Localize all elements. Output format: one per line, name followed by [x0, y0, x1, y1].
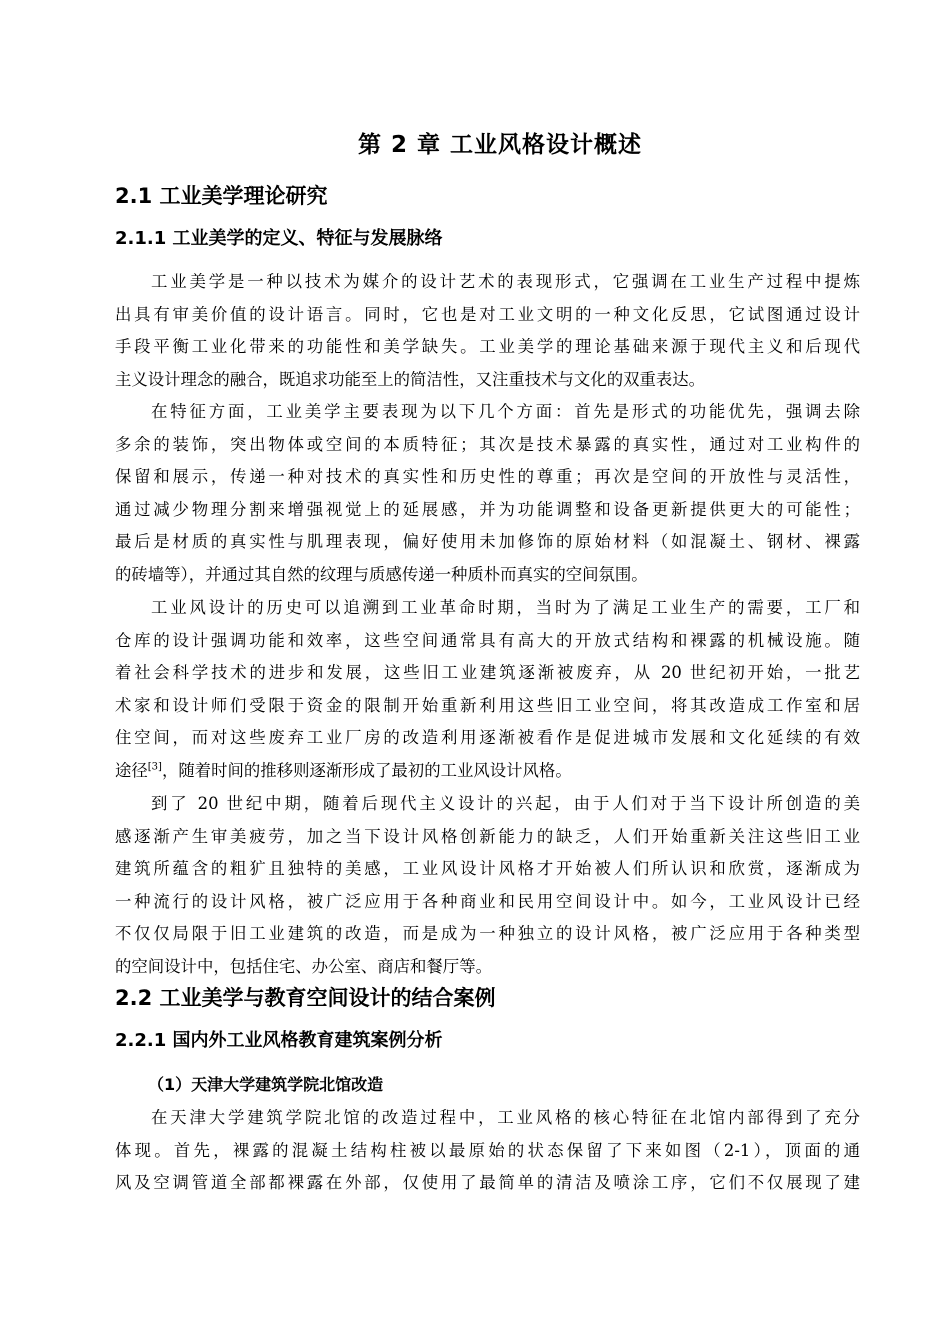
text-line: 主义设计理念的融合，既追求功能至上的简洁性，又注重技术与文化的双重表达。	[115, 369, 706, 389]
text-line: 的砖墙等），并通过其自然的纹理与质感传递一种质朴而真实的空间氛围。	[115, 564, 648, 584]
chapter-title: 第 2 章 工业风格设计概述	[357, 132, 643, 158]
text-line: 仓库的设计强调功能和效率，这些空间通常具有高大的开放式结构和裸露的机械设施。随	[115, 630, 860, 650]
text-line: 住空间，而对这些废弃工业厂房的改造利用逐渐被看作是促进城市发展和文化延续的有效	[115, 728, 860, 748]
case-heading-tianjin: （1）天津大学建筑学院北馆改造	[148, 1075, 384, 1094]
text-line: 感逐渐产生审美疲劳，加之当下设计风格创新能力的缺乏，人们开始重新关注这些旧工业	[115, 826, 860, 846]
text-line: 着社会科学技术的进步和发展，这些旧工业建筑逐渐被废弃，从 20 世纪初开始，一批艺	[115, 663, 860, 683]
paragraph-mid-century	[115, 788, 860, 984]
text-line: 体现。首先，裸露的混凝土结构柱被以最原始的状态保留了下来如图（2-1），顶面的通	[115, 1140, 860, 1160]
section-heading-2-2: 2.2 工业美学与教育空间设计的结合案例	[115, 986, 496, 1010]
subsection-heading-2-1-1: 2.1.1 工业美学的定义、特征与发展脉络	[115, 228, 443, 249]
text-line: 出具有审美价值的设计语言。同时，它也是对工业文明的一种文化反思，它试图通过设计	[115, 304, 860, 324]
text-fragment: ，随着时间的推移则逐渐形成了最初的工业风设计风格。	[161, 760, 572, 780]
text-line: 在天津大学建筑学院北馆的改造过程中，工业风格的核心特征在北馆内部得到了充分	[151, 1108, 860, 1127]
paragraph-history	[115, 592, 860, 788]
text-line: 通过减少物理分割来增强视觉上的延展感，并为功能调整和设备更新提供更大的可能性；	[115, 499, 860, 519]
text-line: 工业风设计的历史可以追溯到工业革命时期，当时为了满足工业生产的需要，工厂和	[151, 598, 860, 617]
text-fragment: 途径	[115, 760, 148, 780]
text-line: 在特征方面，工业美学主要表现为以下几个方面：首先是形式的功能优先，强调去除	[151, 402, 860, 421]
text-line: 的空间设计中，包括住宅、办公室、商店和餐厅等。	[115, 956, 492, 976]
paragraph-tianjin-case	[115, 1102, 860, 1200]
citation-reference[interactable]: [3]	[147, 761, 162, 773]
text-line: 到了 20 世纪中期，随着后现代主义设计的兴起，由于人们对于当下设计所创造的美	[151, 794, 860, 813]
text-line: 不仅仅局限于旧工业建筑的改造，而是成为一种独立的设计风格，被广泛应用于各种类型	[115, 924, 860, 944]
text-line: 保留和展示，传递一种对技术的真实性和历史性的尊重；再次是空间的开放性与灵活性，	[115, 467, 860, 487]
text-line: 术家和设计师们受限于资金的限制开始重新利用这些旧工业空间，将其改造成工作室和居	[115, 695, 860, 715]
text-line	[115, 755, 860, 788]
text-line: 风及空调管道全部都裸露在外部，仅使用了最简单的清洁及喷涂工序，它们不仅展现了建	[115, 1173, 860, 1193]
text-line: 手段平衡工业化带来的功能性和美学缺失。工业美学的理论基础来源于现代主义和后现代	[115, 337, 860, 357]
text-line: 建筑所蕴含的粗犷且独特的美感，工业风设计风格才开始被人们所认识和欣赏，逐渐成为	[115, 859, 860, 879]
text-line: 多余的装饰，突出物体或空间的本质特征；其次是技术暴露的真实性，通过对工业构件的	[115, 434, 860, 454]
text-line: 最后是材质的真实性与肌理表现，偏好使用未加修饰的原始材料（如混凝土、钢材、裸露	[115, 532, 860, 552]
paragraph-definition	[115, 266, 860, 396]
paragraph-characteristics	[115, 396, 860, 592]
text-line: 一种流行的设计风格，被广泛应用于各种商业和民用空间设计中。如今，工业风设计已经	[115, 891, 860, 911]
section-heading-2-1: 2.1 工业美学理论研究	[115, 184, 328, 208]
text-line: 工业美学是一种以技术为媒介的设计艺术的表现形式，它强调在工业生产过程中提炼	[151, 272, 860, 291]
subsection-heading-2-2-1: 2.2.1 国内外工业风格教育建筑案例分析	[115, 1030, 443, 1051]
